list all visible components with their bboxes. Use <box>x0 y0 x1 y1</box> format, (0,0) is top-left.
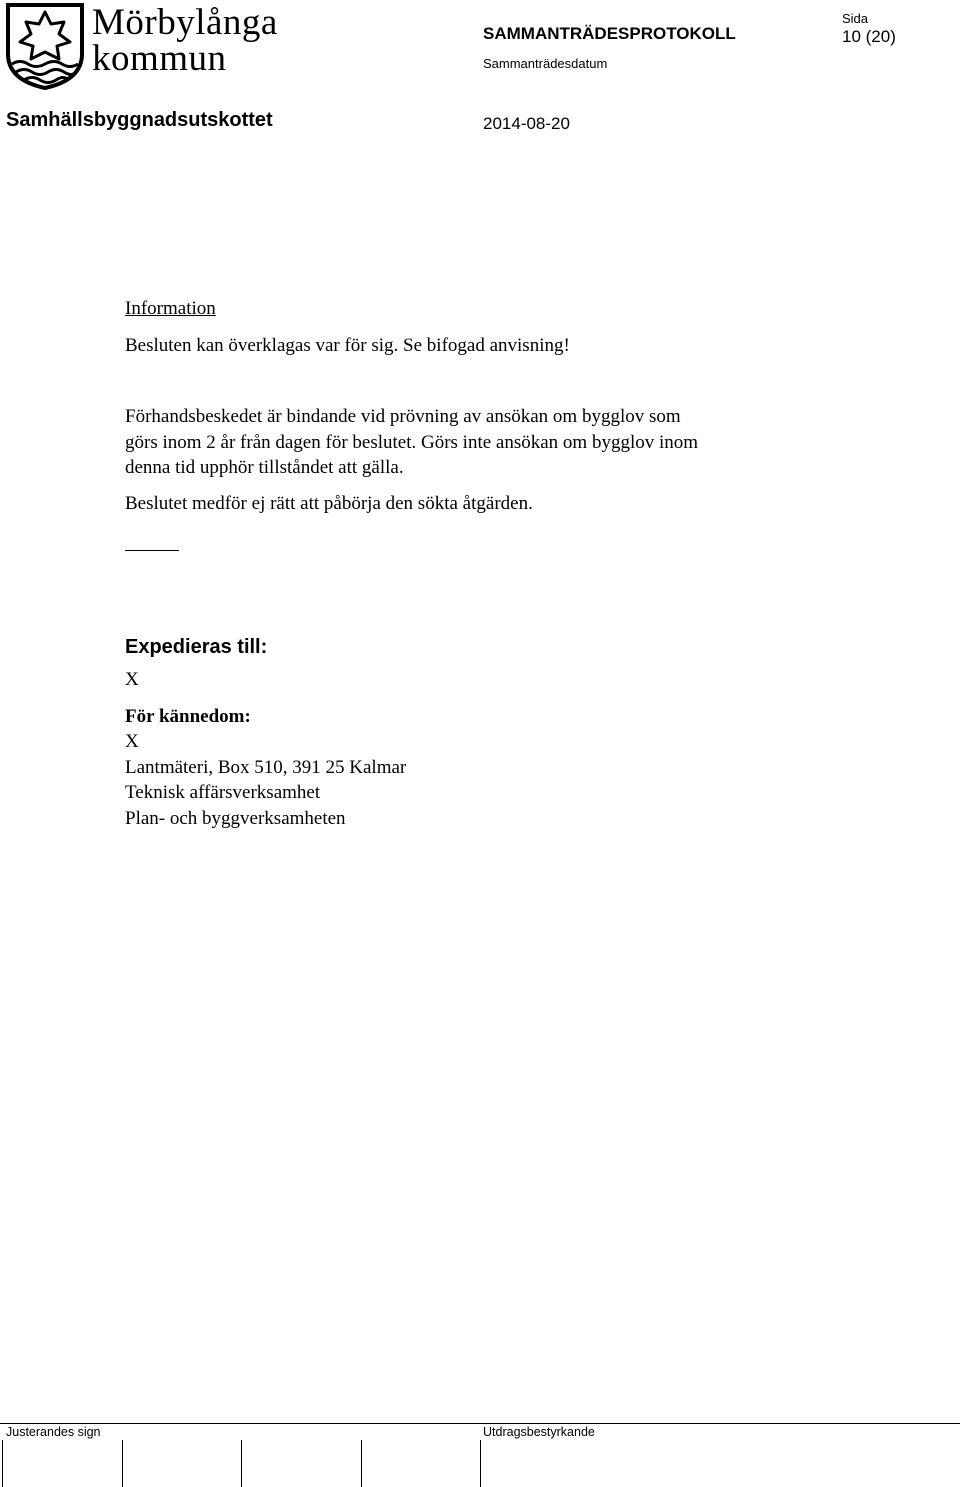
information-heading: Information <box>125 298 216 319</box>
signature-box-divider <box>361 1440 362 1487</box>
for-information-heading: För kännedom: <box>125 706 251 727</box>
distribution-item: X <box>125 669 139 690</box>
municipality-name-line2: kommun <box>92 38 227 79</box>
meeting-date: 2014-08-20 <box>483 114 570 133</box>
paragraph-line: denna tid upphör tillståndet att gälla. <box>125 457 404 478</box>
paragraph-line: görs inom 2 år från dagen för beslutet. Görs inte ansökan om bygglov inom <box>125 431 699 453</box>
municipal-coat-of-arms-icon <box>4 2 86 90</box>
meeting-date-label: Sammanträdesdatum <box>483 56 608 71</box>
signature-box-divider <box>480 1440 481 1487</box>
municipality-name-line1: Mörbylånga <box>92 2 278 43</box>
paragraph-line: Beslutet medför ej rätt att påbörja den sökta åtgärden. <box>125 492 533 514</box>
signature-box-divider <box>241 1440 242 1487</box>
document-type: SAMMANTRÄDESPROTOKOLL <box>483 24 736 43</box>
decision-paragraph <box>125 404 805 516</box>
page-number: 10 (20) <box>842 27 896 46</box>
list-item: Teknisk affärsverksamhet <box>125 782 321 803</box>
for-information-list <box>125 729 406 831</box>
page-label: Sida <box>842 11 869 26</box>
section-divider <box>125 550 179 551</box>
list-item: Lantmäteri, Box 510, 391 25 Kalmar <box>125 756 407 778</box>
list-item: Plan- och byggverksamheten <box>125 807 346 829</box>
paragraph-line: Förhandsbeskedet är bindande vid prövning av ansökan om bygglov som <box>125 406 681 427</box>
appeal-notice: Besluten kan överklagas var för sig. Se bifogad anvisning! <box>125 335 570 356</box>
distribution-heading: Expedieras till: <box>125 636 268 658</box>
list-item: X <box>125 731 139 752</box>
committee-name: Samhällsbyggnadsutskottet <box>6 109 273 131</box>
signature-box-divider <box>2 1440 3 1487</box>
footer-divider <box>0 1423 960 1424</box>
extract-certification-label: Utdragsbestyrkande <box>483 1425 595 1439</box>
signature-box-divider <box>122 1440 123 1487</box>
adjuster-signature-label: Justerandes sign <box>6 1425 101 1439</box>
